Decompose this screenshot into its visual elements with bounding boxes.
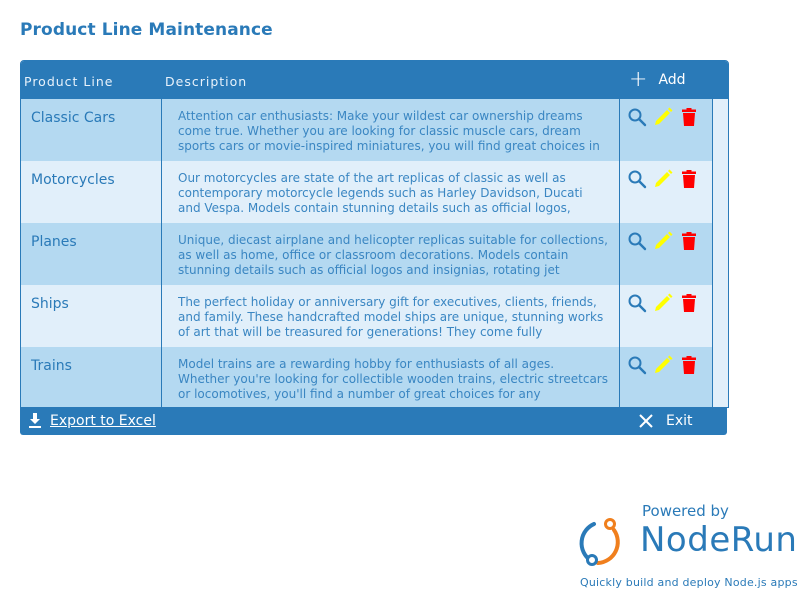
edit-pencil-icon[interactable] [653, 355, 673, 375]
description-cell: Attention car enthusiasts: Make your wildest car ownership dreams come true. Whether you are looking for classic muscle cars, dream sports cars or movie-inspired miniatures, you will find great choices in [178, 109, 600, 153]
grid-rows [21, 99, 713, 408]
row-actions [627, 107, 699, 127]
edit-pencil-icon[interactable] [653, 231, 673, 251]
row-actions [627, 169, 699, 189]
table-row[interactable] [21, 347, 713, 408]
close-icon [638, 413, 654, 429]
exit-button[interactable] [638, 413, 693, 429]
table-row[interactable] [21, 99, 713, 161]
add-button[interactable] [629, 67, 686, 92]
delete-trash-icon[interactable] [679, 355, 699, 375]
product-line-cell: Classic Cars [31, 110, 116, 126]
noderun-wordmark: NodeRun [640, 520, 798, 560]
description-cell: Unique, diecast airplane and helicopter replicas suitable for collections, as well as home, office or classroom decorations. Models contain stunning details such as official logos and insignias, rotating jet [178, 233, 608, 277]
edit-pencil-icon[interactable] [653, 107, 673, 127]
description-cell: Model trains are a rewarding hobby for enthusiasts of all ages. Whether you're looking for collectible wooden trains, electric streetcars or locomotives, you'll find a number of great choices for any [178, 357, 608, 401]
page-title: Product Line Maintenance [20, 20, 273, 40]
search-icon[interactable] [627, 107, 647, 127]
description-cell: Our motorcycles are state of the art replicas of classic as well as contemporary motorcycle legends such as Harley Davidson, Ducati and Vespa. Models contain stunning details such as official logos, [178, 171, 583, 215]
row-actions [627, 355, 699, 375]
delete-trash-icon[interactable] [679, 107, 699, 127]
table-row[interactable] [21, 161, 713, 223]
table-row[interactable] [21, 223, 713, 285]
column-divider [619, 99, 620, 408]
column-header-description[interactable]: Description [165, 74, 248, 89]
delete-trash-icon[interactable] [679, 293, 699, 313]
product-line-grid [20, 60, 729, 408]
search-icon[interactable] [627, 169, 647, 189]
exit-label: Exit [666, 413, 693, 429]
column-header-product-line[interactable]: Product Line [24, 74, 114, 89]
scrollbar-track-divider [712, 99, 713, 408]
add-button-label: Add [658, 72, 686, 88]
search-icon[interactable] [627, 355, 647, 375]
edit-pencil-icon[interactable] [653, 293, 673, 313]
plus-icon: + [629, 67, 648, 92]
delete-trash-icon[interactable] [679, 169, 699, 189]
tagline: Quickly build and deploy Node.js apps [580, 576, 798, 589]
download-icon [28, 413, 42, 429]
grid-header [21, 61, 729, 99]
product-line-cell: Planes [31, 234, 77, 250]
edit-pencil-icon[interactable] [653, 169, 673, 189]
export-label: Export to Excel [50, 413, 156, 429]
delete-trash-icon[interactable] [679, 231, 699, 251]
grid-footer [20, 408, 727, 435]
row-actions [627, 231, 699, 251]
noderun-branding [578, 500, 798, 595]
product-line-cell: Ships [31, 296, 69, 312]
export-to-excel-link[interactable] [28, 413, 156, 429]
product-line-cell: Motorcycles [31, 172, 115, 188]
row-actions [627, 293, 699, 313]
search-icon[interactable] [627, 293, 647, 313]
column-divider [161, 99, 162, 408]
powered-by-text: Powered by [642, 502, 729, 520]
noderun-logo-icon [578, 516, 630, 568]
description-cell: The perfect holiday or anniversary gift for executives, clients, friends, and family. These handcrafted model ships are unique, stunning works of art that will be treasured for generations! They come fully [178, 295, 604, 339]
search-icon[interactable] [627, 231, 647, 251]
table-row[interactable] [21, 285, 713, 347]
product-line-cell: Trains [31, 358, 72, 374]
